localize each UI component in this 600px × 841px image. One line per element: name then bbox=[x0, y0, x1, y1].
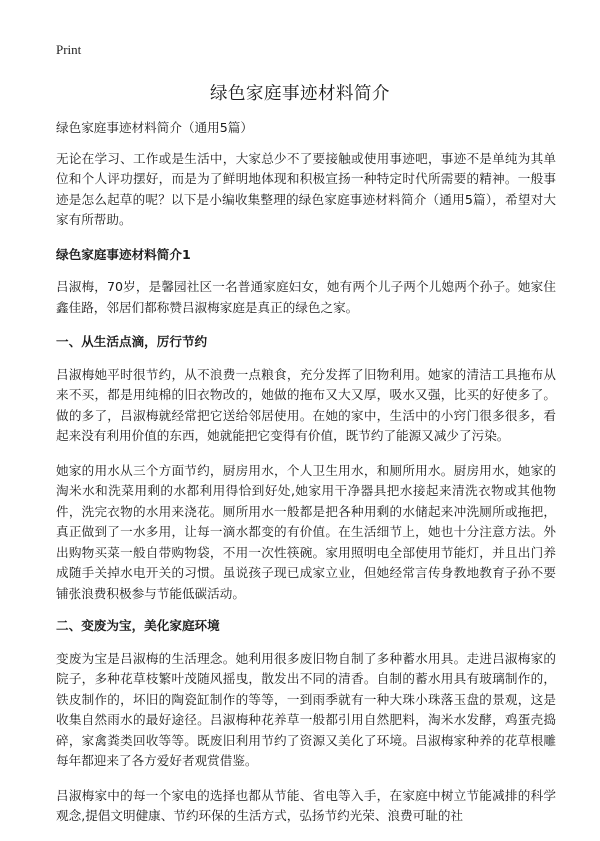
part2-paragraph-1: 变废为宝是吕淑梅的生活理念。她利用很多废旧物自制了多种蓄水用具。走进吕淑梅家的院子，多种花草枝繁叶茂随风摇曳，散发出不同的清香。自制的蓄水用具有玻璃制作的，铁皮制作的，坏旧的陶瓷缸制作的等等，一到雨季就有一种大珠小珠落玉盘的景观，这是收集自然雨水的最好途径。吕淑梅种花养草一般都引用自然肥料，淘米水发酵，鸡蛋壳捣碎，家禽粪类回收等等。既废旧利用节约了资源又美化了环境。吕淑梅家种养的花草根雕每年都迎来了各方爱好者观赏借鉴。 bbox=[56, 650, 556, 768]
document-title: 绿色家庭事迹材料简介 bbox=[210, 84, 390, 104]
section-intro-paragraph: 吕淑梅，70岁，是馨园社区一名普通家庭妇女，她有两个儿子两个儿媳两个孙子。她家住鑫佳路，邻居们都称赞吕淑梅家庭是真正的绿色之家。 bbox=[56, 279, 556, 315]
part2-paragraph-2: 吕淑梅家中的每一个家电的选择也都从节能、省电等入手，在家庭中树立节能减排的科学观念,提倡文明健康、节约环保的生活方式，弘扬节约光荣、浪费可耻的社 bbox=[56, 787, 556, 823]
print-label: Print bbox=[56, 42, 82, 57]
document-body bbox=[56, 118, 556, 841]
part1-heading: 一、从生活点滴，厉行节约 bbox=[56, 334, 208, 349]
intro-paragraph: 无论在学习、工作或是生活中，大家总少不了要接触或使用事迹吧，事迹不是单纯为其单位和个人评功摆好，而是为了鲜明地体现和积极宣扬一种特定时代所需要的精神。一般事迹是怎么起草的呢？以下是小编收集整理的绿色家庭事迹材料简介（通用5篇），希望对大家有所帮助。 bbox=[56, 150, 556, 227]
part2-heading: 二、变废为宝，美化家庭环境 bbox=[56, 618, 220, 633]
document-subtitle: 绿色家庭事迹材料简介（通用5篇） bbox=[56, 120, 253, 135]
part1-paragraph-2: 她家的用水从三个方面节约，厨房用水，个人卫生用水，和厕所用水。厨房用水，她家的淘米水和洗菜用剩的水都利用得恰到好处,她家用干净器具把水接起来清洗衣物或其他物件，洗完衣物的水用来浇花。厕所用水一般都是把各种用剩的水储起来冲洗厕所或拖把，真正做到了一水多用，让每一滴水都变的有价值。在生活细节上，她也十分注意方法。外出购物买菜一般自带购物袋，不用一次性筷碗。家用照明电全部使用节能灯，并且出门养成随手关掉水电开关的习惯。虽说孩子现已成家立业，但她经常言传身教地教育子孙不要铺张浪费积极参与节能低碳活动。 bbox=[56, 462, 556, 601]
part1-paragraph-1: 吕淑梅她平时很节约，从不浪费一点粮食，充分发挥了旧物利用。她家的清洁工具拖布从来不买，都是用纯棉的旧衣物改的，她做的拖布又大又厚，吸水又强，比买的好使多了。做的多了，吕淑梅就经常把它送给邻居使用。在她的家中，生活中的小窍门很多很多，看起来没有利用价值的东西，她就能把它变得有价值，既节约了能源又减少了污染。 bbox=[56, 366, 556, 443]
section-heading: 绿色家庭事迹材料简介1 bbox=[56, 246, 191, 262]
